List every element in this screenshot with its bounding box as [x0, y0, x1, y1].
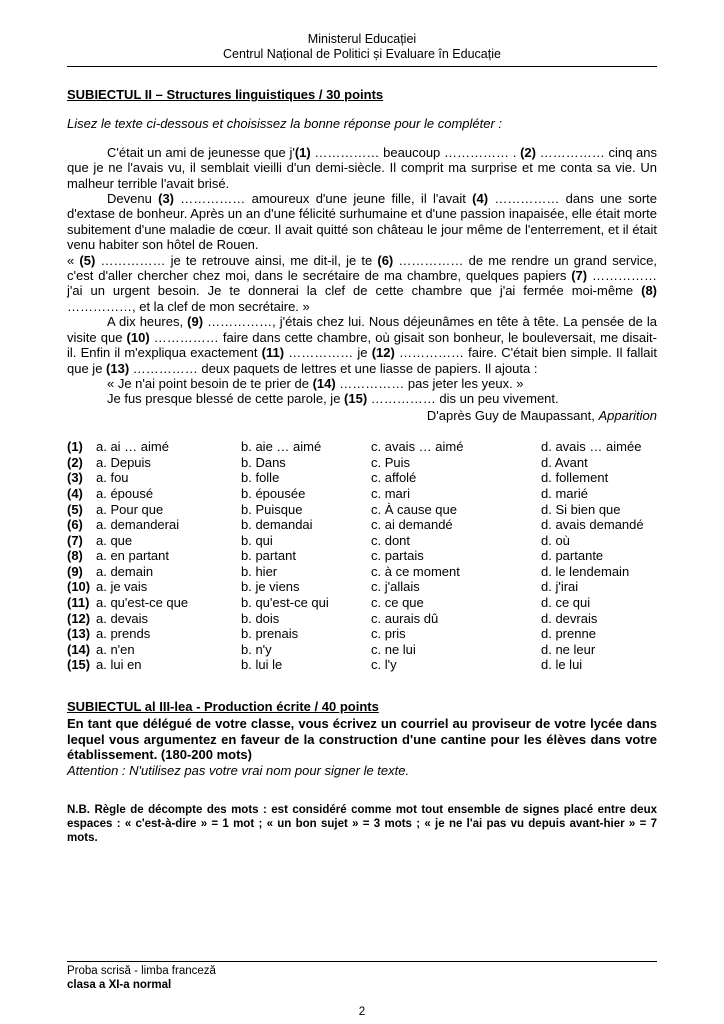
questions-table [67, 439, 657, 673]
question-row [67, 642, 657, 658]
question-row [67, 564, 657, 580]
option-d: d. prenne [541, 626, 596, 642]
question-number: (1) [67, 439, 83, 455]
option-d: d. où [541, 532, 570, 548]
blank-number: (14) [312, 375, 336, 391]
document-footer [67, 961, 657, 992]
document-content [0, 87, 724, 845]
text-paragraph [67, 145, 657, 191]
text-segment: A dix heures, [107, 314, 188, 330]
option-c: c. ce que [371, 595, 424, 611]
text-segment: …………… faire. C'était bien simple. Il fallait que je [67, 345, 657, 376]
nb-note: N.B. Règle de décompte des mots : est considéré comme mot tout ensemble de signes placé entre deux espaces : « c'est-à-dire » = 1 mot ; « un bon sujet » = 3 mots ; « je ne l'ai pas vu depuis avant-hier » = 7 mots. [67, 804, 657, 844]
option-d: d. devrais [541, 610, 598, 626]
text-segment: « [67, 252, 80, 268]
option-d: d. le lui [541, 657, 583, 673]
option-b: b. prenais [241, 626, 299, 642]
option-b: b. aie … aimé [241, 439, 322, 455]
question-row [67, 579, 657, 595]
text-segment: …………… je te retrouve ainsi, me dit-il, je te [95, 252, 378, 268]
text-segment: Je fus presque blessé de cette parole, je [107, 391, 345, 407]
text-segment: …………… faire dans cette chambre, où gisait son bonheur, le bouleversait, me disait-il. Enfin il m'expliqua exactement [67, 329, 657, 361]
footer-exam-name: Proba scrisă - limba franceză [67, 965, 216, 977]
institution-line: Centrul Național de Politici și Evaluare în Educație [223, 47, 501, 61]
question-number: (2) [67, 454, 83, 470]
question-number: (13) [67, 626, 91, 642]
question-number: (5) [67, 501, 83, 517]
text-segment: ……………, j'étais chez lui. Nous déjeunâmes en tête à tête. La pensée de la visite que [67, 314, 657, 345]
footer-class-level: clasa a XI-a normal [67, 978, 172, 991]
option-b: b. folle [241, 470, 280, 486]
option-b: b. épousée [241, 485, 306, 501]
option-c: c. À cause que [371, 501, 457, 517]
option-c: c. avais … aimé [371, 439, 464, 455]
document-header [0, 0, 724, 62]
blank-number: (7) [571, 268, 588, 284]
option-d: d. partante [541, 548, 604, 564]
option-b: b. Puisque [241, 501, 303, 517]
option-c: c. mari [371, 485, 410, 501]
question-number: (11) [67, 595, 90, 611]
option-c: c. partais [371, 548, 424, 564]
question-number: (7) [67, 532, 83, 548]
option-d: d. le lendemain [541, 563, 630, 579]
option-b: b. qui [241, 532, 273, 548]
option-c: c. aurais dû [371, 610, 439, 626]
text-paragraph [67, 314, 657, 376]
text-paragraph [67, 391, 657, 406]
question-number: (3) [67, 470, 83, 486]
text-segment: ……………, et la clef de mon secrétaire. » [67, 298, 310, 314]
question-number: (10) [67, 579, 91, 595]
option-b: b. dois [241, 610, 280, 626]
option-a: a. je vais [96, 579, 148, 595]
attribution-author: D'après Guy de Maupassant, [426, 407, 599, 423]
subject3-attention: Attention : N'utilisez pas votre vrai nom pour signer le texte. [67, 762, 410, 778]
question-number: (8) [67, 548, 83, 564]
option-d: d. avais demandé [541, 517, 644, 533]
text-segment: …………… cinq ans que je ne l'avais vu, il semblait vieilli d'un demi-siècle. Il comprit ma surprise et me conta sa vie. Un malheur terrible l'avait brisé. [67, 144, 657, 191]
option-d: d. follement [541, 470, 609, 486]
text-segment: …………… je [284, 345, 372, 361]
question-row [67, 548, 657, 564]
text-segment: …………… dis un peu vivement. [367, 391, 559, 407]
option-c: c. à ce moment [371, 563, 460, 579]
option-a: a. ai … aimé [96, 439, 169, 455]
option-c: c. j'allais [371, 579, 420, 595]
blank-number: (13) [106, 360, 130, 376]
question-row [67, 533, 657, 549]
attribution-work-title: Apparition [598, 407, 657, 423]
blank-number: (12) [371, 345, 395, 361]
text-segment: …………… de me rendre un grand service, c'est d'aller chercher chez moi, dans le secrétaire de ma chambre, quelques papiers [67, 252, 657, 284]
question-number: (6) [67, 517, 83, 533]
option-a: a. prends [96, 626, 151, 642]
option-a: a. n'en [96, 641, 135, 657]
option-c: c. pris [371, 626, 406, 642]
option-b: b. hier [241, 563, 278, 579]
option-a: a. demanderai [96, 517, 180, 533]
blank-number: (5) [79, 252, 96, 268]
option-d: d. Si bien que [541, 501, 621, 517]
blank-number: (11) [261, 345, 285, 361]
question-row [67, 611, 657, 627]
option-b: b. demandai [241, 517, 313, 533]
text-segment: …………… beaucoup …………… . [310, 144, 521, 160]
text-paragraph [67, 253, 657, 315]
subject2-instruction: Lisez le texte ci-dessous et choisissez la bonne réponse pour le compléter : [67, 116, 503, 132]
question-number: (9) [67, 563, 83, 579]
option-a: a. en partant [96, 548, 169, 564]
text-segment: …………… j'ai un urgent besoin. Je te donnerai la clef de cette chambre que j'ai fermée moi-même [67, 268, 657, 299]
option-c: c. ne lui [371, 641, 416, 657]
blank-number: (3) [158, 191, 174, 207]
ministry-line: Ministerul Educației [307, 32, 417, 46]
option-b: b. partant [241, 548, 296, 564]
option-b: b. qu'est-ce qui [241, 595, 329, 611]
subject3-task: En tant que délégué de votre classe, vous écrivez un courriel au proviseur de votre lycée dans lequel vous argumentez en faveur de la construction d'une cantine pour les élèves dans votre établissement. (180-200 mots) [67, 716, 657, 763]
text-segment: …………… deux paquets de lettres et une liasse de papiers. Il ajouta : [129, 360, 538, 376]
text-segment: C'était un ami de jeunesse que j' [107, 144, 295, 160]
blank-number: (10) [126, 329, 150, 345]
option-a: a. Depuis [96, 454, 151, 470]
option-d: d. avais … aimée [541, 439, 642, 455]
blank-number: (8) [641, 283, 657, 299]
question-row [67, 657, 657, 673]
text-paragraph [67, 191, 657, 253]
option-a: a. devais [96, 610, 149, 626]
option-a: a. qu'est-ce que [96, 595, 189, 611]
option-d: d. ne leur [541, 641, 596, 657]
question-row [67, 626, 657, 642]
question-number: (4) [67, 485, 83, 501]
option-d: d. Avant [541, 454, 588, 470]
question-row [67, 439, 657, 455]
option-a: a. Pour que [96, 501, 164, 517]
option-d: d. ce qui [541, 595, 591, 611]
option-d: d. j'irai [541, 579, 579, 595]
option-c: c. ai demandé [371, 517, 453, 533]
subject3-section [67, 699, 657, 778]
option-c: c. Puis [371, 454, 411, 470]
question-row [67, 502, 657, 518]
question-row [67, 455, 657, 471]
question-row [67, 517, 657, 533]
text-segment: …………… pas jeter les yeux. » [335, 375, 524, 391]
question-row [67, 470, 657, 486]
text-segment: Devenu [107, 191, 159, 207]
option-a: a. épousé [96, 485, 154, 501]
attribution [67, 408, 657, 423]
option-b: b. n'y [241, 641, 272, 657]
option-c: c. l'y [371, 657, 397, 673]
header-divider [67, 66, 657, 67]
blank-number: (4) [472, 191, 489, 207]
page-number: 2 [358, 1006, 366, 1018]
text-segment: « Je n'ai point besoin de te prier de [107, 375, 313, 391]
option-a: a. fou [96, 470, 129, 486]
question-row [67, 595, 657, 611]
question-number: (12) [67, 610, 91, 626]
blank-number: (6) [377, 252, 394, 268]
question-number: (15) [67, 657, 91, 673]
option-c: c. affolé [371, 470, 417, 486]
blank-number: (1) [294, 144, 311, 160]
option-b: b. je viens [241, 579, 300, 595]
subject3-title: SUBIECTUL al III-lea - Production écrite / 40 points [67, 699, 379, 715]
text-paragraph [67, 376, 657, 391]
blank-number: (2) [520, 144, 536, 160]
option-a: a. que [96, 532, 133, 548]
question-row [67, 486, 657, 502]
option-b: b. Dans [241, 454, 286, 470]
reading-text [67, 145, 657, 407]
text-segment: …………… dans une sorte d'extase de bonheur. Après un an d'une félicité surhumaine et d'une passion inapaisée, elle était morte subitement d'une maladie de cœur. Il avait quitté son château le jour même de l'enterrement, et il était venu habiter son hôtel de Rouen. [67, 191, 658, 253]
text-segment: …………… amoureux d'une jeune fille, il l'avait [174, 191, 473, 207]
option-b: b. lui le [241, 657, 283, 673]
option-c: c. dont [371, 532, 411, 548]
option-a: a. demain [96, 563, 154, 579]
option-a: a. lui en [96, 657, 142, 673]
blank-number: (9) [187, 314, 204, 330]
blank-number: (15) [344, 391, 368, 407]
option-d: d. marié [541, 485, 588, 501]
subject2-title: SUBIECTUL II – Structures linguistiques / 30 points [67, 87, 384, 102]
question-number: (14) [67, 641, 91, 657]
